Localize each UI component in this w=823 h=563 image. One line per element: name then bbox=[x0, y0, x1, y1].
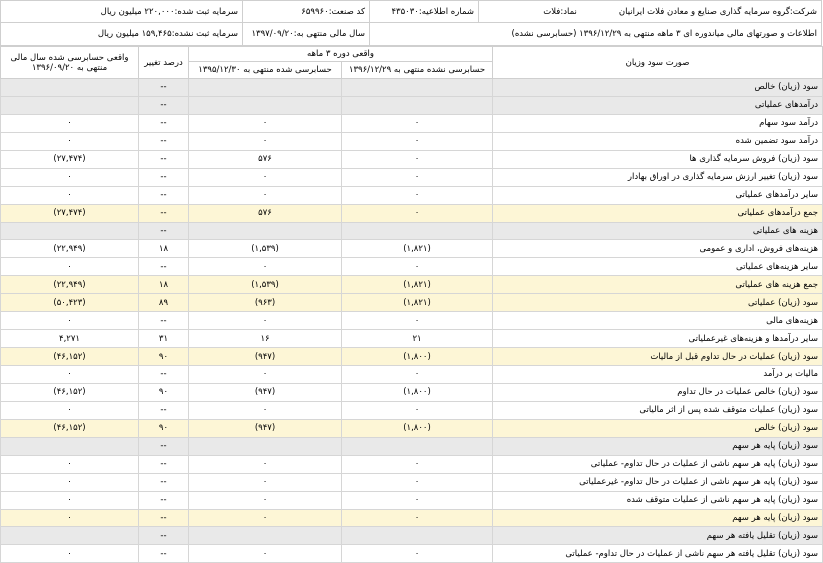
annual-cell bbox=[1, 222, 139, 240]
row-label-cell: سود (زیان) عملیات در حال تداوم قبل از مالیات bbox=[493, 348, 823, 366]
table-row bbox=[1, 437, 823, 455]
table-row bbox=[1, 383, 823, 401]
annual-cell bbox=[1, 79, 139, 97]
current-period-cell: ۰ bbox=[342, 114, 493, 132]
fiscal-year-cell bbox=[242, 22, 370, 46]
change-percent-cell: ۹۰ bbox=[139, 348, 189, 366]
table-row bbox=[1, 96, 823, 114]
annual-cell bbox=[1, 437, 139, 455]
row-label-cell: درآمدهای عملیاتی bbox=[493, 96, 823, 114]
change-percent-cell: ۳۱ bbox=[139, 330, 189, 348]
change-percent-cell: -- bbox=[139, 222, 189, 240]
previous-period-cell: ۰ bbox=[189, 258, 342, 276]
notice-cell bbox=[369, 0, 479, 23]
fiscal-year-value: ۱۳۹۷/۰۹/۲۰ bbox=[251, 29, 294, 39]
current-period-cell: ۰ bbox=[342, 132, 493, 150]
table-row bbox=[1, 150, 823, 168]
annual-cell: (۴۶,۱۵۲) bbox=[1, 383, 139, 401]
table-row bbox=[1, 79, 823, 97]
report-header bbox=[0, 0, 822, 46]
current-period-cell: ۰ bbox=[342, 401, 493, 419]
previous-period-cell: ۱۶ bbox=[189, 330, 342, 348]
table-row bbox=[1, 132, 823, 150]
current-period-cell: ۰ bbox=[342, 168, 493, 186]
change-percent-cell: -- bbox=[139, 491, 189, 509]
row-label-cell: جمع درآمدهای عملیاتی bbox=[493, 204, 823, 222]
previous-period-cell: ۰ bbox=[189, 312, 342, 330]
row-label-cell: سود (زیان) عملیاتی bbox=[493, 294, 823, 312]
fiscal-year-label: سال مالی منتهی به: bbox=[293, 29, 365, 39]
income-statement-table-wrap bbox=[0, 46, 822, 559]
unregistered-capital-value: ۱۵۹,۴۶۵ میلیون ریال bbox=[97, 29, 172, 39]
table-body bbox=[1, 79, 823, 563]
table-row bbox=[1, 168, 823, 186]
current-period-cell: (۱,۸۲۱) bbox=[342, 240, 493, 258]
symbol-label: نماد: bbox=[560, 6, 577, 17]
row-label-cell: جمع هزینه های عملیاتی bbox=[493, 276, 823, 294]
company-name: گروه سرمایه گذاری صنایع و معادن فلات ایرانیان bbox=[618, 6, 790, 17]
company-label: شرکت: bbox=[789, 6, 817, 17]
current-period-cell: ۲۱ bbox=[342, 330, 493, 348]
change-percent-cell: -- bbox=[139, 473, 189, 491]
report-title-cell bbox=[369, 22, 822, 46]
row-label-cell: سایر هزینه‌های عملیاتی bbox=[493, 258, 823, 276]
report-title: اطلاعات و صورتهای مالی میاندوره ای ۳ ماهه منتهی به ۱۳۹۶/۱۲/۲۹ (حسابرسی نشده) bbox=[511, 29, 817, 39]
row-label-cell: هزینه‌های فروش، اداری و عمومی bbox=[493, 240, 823, 258]
table-row bbox=[1, 401, 823, 419]
col-header-group: واقعی دوره ۳ ماهه bbox=[189, 47, 493, 62]
row-label-cell: سود (زیان) خالص bbox=[493, 419, 823, 437]
current-period-cell: ۰ bbox=[342, 366, 493, 384]
row-label-cell: سود (زیان) پایه هر سهم ناشی از عملیات متوقف شده bbox=[493, 491, 823, 509]
table-row bbox=[1, 527, 823, 545]
previous-period-cell bbox=[189, 527, 342, 545]
previous-period-cell bbox=[189, 222, 342, 240]
current-period-cell: (۱,۸۲۱) bbox=[342, 276, 493, 294]
previous-period-cell: (۱,۵۳۹) bbox=[189, 276, 342, 294]
industry-code-cell bbox=[242, 0, 370, 23]
notice-number: ۴۳۵۰۳۰ bbox=[391, 6, 419, 17]
change-percent-cell: -- bbox=[139, 114, 189, 132]
previous-period-cell: ۰ bbox=[189, 114, 342, 132]
annual-cell: ۰ bbox=[1, 491, 139, 509]
previous-period-cell: ۰ bbox=[189, 401, 342, 419]
registered-capital-label: سرمایه ثبت شده: bbox=[174, 6, 238, 17]
annual-cell: ۰ bbox=[1, 186, 139, 204]
previous-period-cell: (۹۶۳) bbox=[189, 294, 342, 312]
income-statement-table bbox=[0, 46, 823, 563]
change-percent-cell: -- bbox=[139, 401, 189, 419]
change-percent-cell: -- bbox=[139, 437, 189, 455]
current-period-cell: ۰ bbox=[342, 258, 493, 276]
table-row bbox=[1, 258, 823, 276]
annual-cell: ۰ bbox=[1, 168, 139, 186]
table-row bbox=[1, 294, 823, 312]
row-label-cell: سود (زیان) خالص bbox=[493, 79, 823, 97]
annual-cell: ۰ bbox=[1, 312, 139, 330]
previous-period-cell: ۵۷۶ bbox=[189, 204, 342, 222]
table-row bbox=[1, 240, 823, 258]
col-header-item: صورت سود وزیان bbox=[493, 47, 823, 79]
row-label-cell: سود (زیان) تقلیل یافته هر سهم ناشی از عملیات در حال تداوم- عملیاتی bbox=[493, 545, 823, 563]
change-percent-cell: -- bbox=[139, 545, 189, 563]
table-row bbox=[1, 186, 823, 204]
change-percent-cell: -- bbox=[139, 527, 189, 545]
current-period-cell bbox=[342, 222, 493, 240]
annual-cell: (۲۲,۹۴۹) bbox=[1, 240, 139, 258]
annual-cell: ۰ bbox=[1, 366, 139, 384]
change-percent-cell: -- bbox=[139, 168, 189, 186]
annual-cell: ۰ bbox=[1, 132, 139, 150]
previous-period-cell: ۰ bbox=[189, 545, 342, 563]
previous-period-cell bbox=[189, 437, 342, 455]
annual-cell: ۰ bbox=[1, 473, 139, 491]
change-percent-cell: -- bbox=[139, 186, 189, 204]
current-period-cell bbox=[342, 79, 493, 97]
current-period-cell: ۰ bbox=[342, 150, 493, 168]
row-label-cell: سود (زیان) پایه هر سهم bbox=[493, 437, 823, 455]
change-percent-cell: -- bbox=[139, 150, 189, 168]
row-label-cell: مالیات بر درآمد bbox=[493, 366, 823, 384]
previous-period-cell: ۰ bbox=[189, 473, 342, 491]
row-label-cell: هزینه های عملیاتی bbox=[493, 222, 823, 240]
row-label-cell: سایر درآمدها و هزینه‌های غیرعملیاتی bbox=[493, 330, 823, 348]
unregistered-capital-cell bbox=[0, 22, 243, 46]
previous-period-cell: ۰ bbox=[189, 509, 342, 527]
current-period-cell: ۰ bbox=[342, 545, 493, 563]
previous-period-cell: (۹۴۷) bbox=[189, 419, 342, 437]
table-row bbox=[1, 348, 823, 366]
previous-period-cell: (۹۴۷) bbox=[189, 383, 342, 401]
row-label-cell: سود (زیان) عملیات متوقف شده پس از اثر مالیاتی bbox=[493, 401, 823, 419]
annual-cell: ۰ bbox=[1, 545, 139, 563]
symbol-value: فلات bbox=[543, 6, 561, 17]
row-label-cell: سود (زیان) پایه هر سهم ناشی از عملیات در حال تداوم- عملیاتی bbox=[493, 455, 823, 473]
row-label-cell: سود (زیان) پایه هر سهم ناشی از عملیات در حال تداوم- غیرعملیاتی bbox=[493, 473, 823, 491]
previous-period-cell bbox=[189, 79, 342, 97]
row-label-cell: سود (زیان) پایه هر سهم bbox=[493, 509, 823, 527]
registered-capital-value: ۲۲۰,۰۰۰ میلیون ریال bbox=[100, 6, 175, 17]
registered-capital-cell bbox=[0, 0, 243, 23]
table-row bbox=[1, 455, 823, 473]
industry-code-label: کد صنعت: bbox=[328, 6, 365, 17]
change-percent-cell: -- bbox=[139, 204, 189, 222]
current-period-cell: ۰ bbox=[342, 473, 493, 491]
previous-period-cell: ۰ bbox=[189, 491, 342, 509]
previous-period-cell: ۵۷۶ bbox=[189, 150, 342, 168]
col-header-annual: واقعی حسابرسی شده سال مالی منتهی به ۱۳۹۶/۰۹/۲۰ bbox=[1, 47, 139, 79]
current-period-cell: (۱,۸۰۰) bbox=[342, 348, 493, 366]
change-percent-cell: -- bbox=[139, 258, 189, 276]
change-percent-cell: -- bbox=[139, 509, 189, 527]
annual-cell: ۰ bbox=[1, 114, 139, 132]
current-period-cell: (۱,۸۰۰) bbox=[342, 383, 493, 401]
annual-cell: (۴۶,۱۵۲) bbox=[1, 348, 139, 366]
current-period-cell: (۱,۸۲۱) bbox=[342, 294, 493, 312]
current-period-cell: ۰ bbox=[342, 509, 493, 527]
row-label-cell: سود (زیان) تقلیل یافته هر سهم bbox=[493, 527, 823, 545]
company-cell bbox=[478, 0, 822, 23]
current-period-cell: ۰ bbox=[342, 312, 493, 330]
annual-cell bbox=[1, 96, 139, 114]
previous-period-cell: ۰ bbox=[189, 132, 342, 150]
col-header-change: درصد تغییر bbox=[139, 47, 189, 79]
current-period-cell: (۱,۸۰۰) bbox=[342, 419, 493, 437]
previous-period-cell: ۰ bbox=[189, 186, 342, 204]
current-period-cell: ۰ bbox=[342, 455, 493, 473]
annual-cell bbox=[1, 527, 139, 545]
change-percent-cell: -- bbox=[139, 132, 189, 150]
previous-period-cell: ۰ bbox=[189, 168, 342, 186]
change-percent-cell: ۹۰ bbox=[139, 419, 189, 437]
annual-cell: ۰ bbox=[1, 509, 139, 527]
table-row bbox=[1, 204, 823, 222]
row-label-cell: درآمد سود تضمین شده bbox=[493, 132, 823, 150]
current-period-cell: ۰ bbox=[342, 186, 493, 204]
change-percent-cell: -- bbox=[139, 312, 189, 330]
change-percent-cell: ۱۸ bbox=[139, 240, 189, 258]
row-label-cell: درآمد سود سهام bbox=[493, 114, 823, 132]
annual-cell: (۵۰,۴۲۳) bbox=[1, 294, 139, 312]
table-row bbox=[1, 509, 823, 527]
annual-cell: (۲۷,۴۷۴) bbox=[1, 204, 139, 222]
change-percent-cell: -- bbox=[139, 366, 189, 384]
change-percent-cell: ۹۰ bbox=[139, 383, 189, 401]
change-percent-cell: -- bbox=[139, 96, 189, 114]
current-period-cell bbox=[342, 437, 493, 455]
previous-period-cell: (۹۴۷) bbox=[189, 348, 342, 366]
row-label-cell: سود (زیان) خالص عملیات در حال تداوم bbox=[493, 383, 823, 401]
previous-period-cell bbox=[189, 96, 342, 114]
table-row bbox=[1, 222, 823, 240]
annual-cell: ۴,۲۷۱ bbox=[1, 330, 139, 348]
current-period-cell: ۰ bbox=[342, 204, 493, 222]
table-row bbox=[1, 491, 823, 509]
previous-period-cell: ۰ bbox=[189, 455, 342, 473]
row-label-cell: هزینه‌های مالی bbox=[493, 312, 823, 330]
row-label-cell: سایر درآمدهای عملیاتی bbox=[493, 186, 823, 204]
previous-period-cell: (۱,۵۳۹) bbox=[189, 240, 342, 258]
table-row bbox=[1, 419, 823, 437]
change-percent-cell: -- bbox=[139, 455, 189, 473]
row-label-cell: سود (زیان) فروش سرمایه گذاری ها bbox=[493, 150, 823, 168]
table-row bbox=[1, 366, 823, 384]
table-row bbox=[1, 276, 823, 294]
table-row bbox=[1, 312, 823, 330]
current-period-cell: ۰ bbox=[342, 491, 493, 509]
notice-label: شماره اطلاعیه: bbox=[418, 6, 474, 17]
annual-cell: ۰ bbox=[1, 455, 139, 473]
table-row bbox=[1, 330, 823, 348]
industry-code-value: ۶۵۹۹۶۰ bbox=[301, 6, 329, 17]
annual-cell: ۰ bbox=[1, 258, 139, 276]
col-header-current: حسابرسی نشده منتهی به ۱۳۹۶/۱۲/۲۹ bbox=[342, 62, 493, 79]
change-percent-cell: ۱۸ bbox=[139, 276, 189, 294]
previous-period-cell: ۰ bbox=[189, 366, 342, 384]
annual-cell: (۴۶,۱۵۲) bbox=[1, 419, 139, 437]
current-period-cell bbox=[342, 96, 493, 114]
col-header-previous: حسابرسی شده منتهی به ۱۳۹۵/۱۲/۳۰ bbox=[189, 62, 342, 79]
unregistered-capital-label: سرمایه ثبت نشده: bbox=[171, 29, 238, 39]
annual-cell: (۲۷,۴۷۴) bbox=[1, 150, 139, 168]
change-percent-cell: -- bbox=[139, 79, 189, 97]
current-period-cell bbox=[342, 527, 493, 545]
annual-cell: (۲۲,۹۴۹) bbox=[1, 276, 139, 294]
table-row bbox=[1, 545, 823, 563]
table-row bbox=[1, 473, 823, 491]
table-row bbox=[1, 114, 823, 132]
annual-cell: ۰ bbox=[1, 401, 139, 419]
change-percent-cell: ۸۹ bbox=[139, 294, 189, 312]
row-label-cell: سود (زیان) تغییر ارزش سرمایه گذاری در اوراق بهادار bbox=[493, 168, 823, 186]
